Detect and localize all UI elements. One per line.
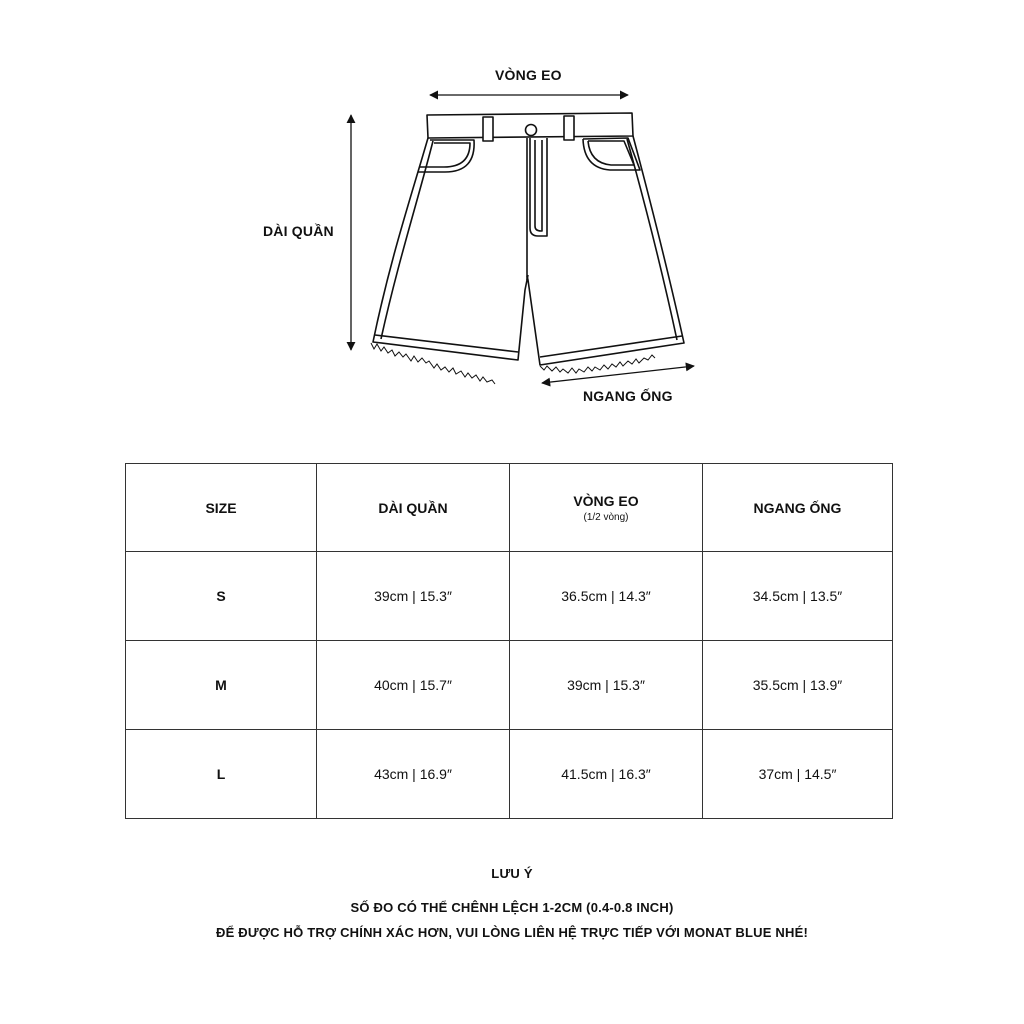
header-cell-waist [510, 464, 703, 552]
waist-cell: 36.5cm | 14.3″ [510, 552, 703, 641]
note-line-1: SỐ ĐO CÓ THỂ CHÊNH LỆCH 1-2CM (0.4-0.8 INCH) [350, 900, 674, 915]
length-cell: 40cm | 15.7″ [317, 641, 510, 730]
note-line-2: ĐỂ ĐƯỢC HỖ TRỢ CHÍNH XÁC HƠN, VUI LÒNG LIÊN HỆ TRỰC TIẾP VỚI MONAT BLUE NHÉ! [216, 925, 808, 940]
note-title: LƯU Ý [491, 866, 533, 881]
header-sublabel: (1/2 vòng) [583, 511, 629, 523]
hem-cell: 35.5cm | 13.9″ [703, 641, 893, 730]
header-label: DÀI QUẦN [378, 499, 448, 516]
table-row [126, 730, 893, 819]
length-cell: 43cm | 16.9″ [317, 730, 510, 819]
size-cell: S [126, 552, 317, 641]
header-cell-size [126, 464, 317, 552]
size-table [125, 463, 893, 819]
hem-label: NGANG ỐNG [583, 388, 673, 404]
length-cell: 39cm | 15.3″ [317, 552, 510, 641]
size-cell: L [126, 730, 317, 819]
size-cell: M [126, 641, 317, 730]
table-row [126, 552, 893, 641]
header-cell-hem [703, 464, 893, 552]
hem-cell: 34.5cm | 13.5″ [703, 552, 893, 641]
header-cell-length [317, 464, 510, 552]
frayed-hem [371, 343, 655, 384]
header-label: SIZE [205, 499, 237, 516]
header-label: VÒNG EO [573, 492, 639, 509]
waist-cell: 39cm | 15.3″ [510, 641, 703, 730]
header-label: NGANG ỐNG [753, 499, 842, 516]
hem-cell: 37cm | 14.5″ [703, 730, 893, 819]
hem-arrow [542, 366, 694, 383]
waist-cell: 41.5cm | 16.3″ [510, 730, 703, 819]
length-label: DÀI QUẦN [263, 223, 334, 239]
shorts-outline [373, 113, 684, 365]
table-row [126, 641, 893, 730]
waist-label: VÒNG EO [495, 67, 562, 83]
table-header-row [126, 464, 893, 552]
